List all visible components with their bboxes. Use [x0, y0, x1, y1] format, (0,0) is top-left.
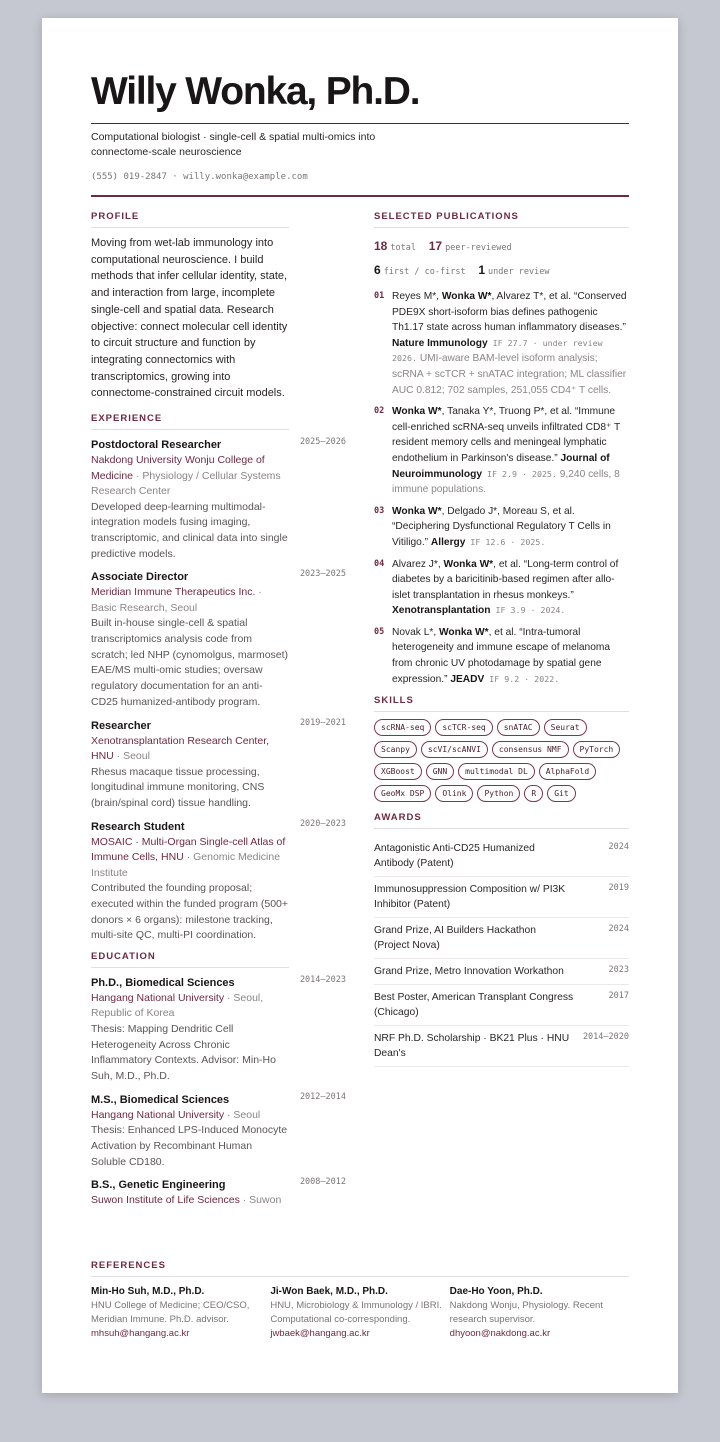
candidate-name: Willy Wonka, Ph.D.: [91, 70, 420, 113]
publication-entry: [374, 557, 629, 619]
publication-number: 03: [374, 505, 385, 516]
publication-citation: [392, 504, 629, 551]
stat-total-count: 18: [374, 239, 388, 253]
publication-title: , et al. “Intra-tumoral heterogeneity and immune escape of melanoma from chronic UV photodamage by spatial gene expression.”: [392, 626, 611, 685]
education-organization: [91, 1108, 289, 1124]
publication-list: [374, 289, 629, 687]
references-heading: REFERENCES: [91, 1260, 629, 1277]
publication-journal: Allergy: [430, 536, 466, 548]
stat-total-label: total: [390, 243, 416, 253]
education-dates: 2014–2023: [299, 974, 346, 985]
reference-email: jwbaek@hangang.ac.kr: [270, 1328, 370, 1339]
right-column: [374, 211, 629, 1067]
education-heading: EDUCATION: [91, 951, 289, 968]
education-description: Thesis: Mapping Dendritic Cell Heterogeneity Across Chronic Inflammatory Contexts. Advisor: Min-Ho Suh, M.D., Ph.D.: [91, 1022, 276, 1083]
reference-description: Nakdong Wonju, Physiology. Recent research supervisor.: [449, 1300, 603, 1325]
skill-chip: scVI/scANVI: [421, 741, 488, 758]
publication-journal: Nature Immunology: [392, 337, 488, 349]
experience-entry-header: [91, 819, 346, 835]
publication-number: 01: [374, 291, 385, 301]
publication-entry: [374, 625, 629, 687]
skill-chip: consensus NMF: [492, 741, 569, 758]
reference-name: Dae-Ho Yoon, Ph.D.: [449, 1286, 543, 1297]
publication-entry: [374, 504, 629, 551]
award-title: Immunosuppression Composition w/ PI3K Inhibitor (Patent): [374, 884, 566, 911]
publication-impact: IF 9.2 · 2022.: [484, 673, 560, 684]
publication-citation: [392, 289, 629, 398]
experience-location: · Genomic Medicine Institute: [91, 851, 281, 879]
skill-chip: multimodal DL: [458, 763, 535, 780]
award-entry: [374, 877, 629, 918]
education-entry-header: [91, 1092, 346, 1108]
skill-chip: R: [524, 785, 543, 802]
education-organization: [91, 1193, 289, 1209]
experience-org-name: MOSAIC · Multi-Organ Single-cell Atlas of Immune Cells, HNU: [91, 835, 286, 864]
experience-location: · Seoul: [113, 750, 150, 763]
experience-dates: 2020–2023: [299, 818, 346, 829]
publication-citation: [392, 625, 629, 687]
skill-chip: snATAC: [497, 719, 540, 736]
publication-title: , et al. “Long-term control of diabetes by a baricitinib-based regimen after allo-islet transplantation in rhesus monkeys.”: [392, 558, 619, 601]
skill-chip: scRNA-seq: [374, 719, 431, 736]
skill-chip: Scanpy: [374, 741, 417, 758]
award-entry: [374, 985, 629, 1026]
publication-impact: IF 2.9 · 2025.: [482, 468, 557, 479]
award-title: Grand Prize, Metro Innovation Workathon: [374, 966, 564, 978]
education-org-name: Hangang National University: [91, 1108, 225, 1121]
publication-stats: [374, 235, 629, 283]
publications-heading: SELECTED PUBLICATIONS: [374, 211, 629, 228]
award-title: Best Poster, American Transplant Congress (Chicago): [374, 992, 574, 1019]
education-list: [91, 974, 346, 1209]
experience-org-name: Nakdong University Wonju College of Medicine: [91, 454, 265, 482]
publication-entry: [374, 289, 629, 398]
experience-dates: 2025–2026: [299, 437, 346, 448]
experience-org-name: Meridian Immune Therapeutics Inc.: [91, 586, 256, 599]
experience-organization: [91, 585, 289, 616]
publication-journal: Xenotransplantation: [392, 605, 491, 617]
award-entry: [374, 1026, 629, 1067]
publication-self-author: Wonka W*: [392, 406, 442, 418]
experience-description: Rhesus macaque tissue processing, longitudinal immune monitoring, CNS (brain/spinal cord) tissue handling.: [91, 765, 265, 809]
reference-list: [91, 1284, 629, 1341]
publication-note: UMI-aware BAM-level isoform analysis; scRNA + scTCR + snATAC integration; ML classifier AUC 0.812; 702 samples, 251,055 CD4⁺ T cells.: [392, 353, 627, 396]
award-list: [374, 836, 629, 1067]
skill-chip: AlphaFold: [539, 763, 596, 780]
award-year: 2014–2020: [582, 1032, 629, 1043]
skill-chip: scTCR-seq: [435, 719, 492, 736]
stat-peer-label: peer-reviewed: [445, 243, 512, 253]
publication-impact: IF 27.7 · under review 2026.: [392, 337, 603, 364]
publication-impact: IF 3.9 · 2024.: [490, 605, 566, 616]
header-divider: [91, 123, 629, 124]
stat-first-count: 6: [374, 263, 381, 277]
education-location: · Suwon: [239, 1194, 282, 1207]
experience-role: Postdoctoral Researcher: [91, 439, 222, 452]
publication-entry: [374, 404, 629, 498]
experience-location: · Physiology / Cellular Systems Research Center: [91, 469, 281, 498]
left-column: [91, 211, 346, 1216]
stat-first-label: first / co-first: [383, 267, 466, 277]
skill-chip: Olink: [435, 785, 473, 802]
tagline: Computational biologist · single-cell & spatial multi-omics into connectome-scale neuroscience: [91, 131, 376, 158]
experience-role: Research Student: [91, 820, 185, 833]
publication-self-author: Wonka W*: [441, 291, 492, 302]
skill-chip: Python: [477, 785, 520, 802]
experience-role: Researcher: [91, 719, 151, 732]
skill-chip: PyTorch: [573, 741, 621, 758]
experience-location: · Basic Research, Seoul: [91, 586, 262, 614]
award-title: Grand Prize, AI Builders Hackathon (Project Nova): [374, 925, 536, 952]
award-year: 2017: [608, 991, 629, 1002]
publication-authors-before: Reyes M*,: [392, 291, 442, 302]
skill-chip: Seurat: [544, 719, 587, 736]
education-entry: [91, 974, 346, 1085]
publication-self-author: Wonka W*: [439, 626, 489, 638]
reference-entry: [91, 1284, 270, 1341]
reference-email: mhsuh@hangang.ac.kr: [91, 1328, 190, 1339]
education-location: · Seoul, Republic of Korea: [91, 991, 264, 1020]
education-org-name: Hangang National University: [91, 991, 225, 1004]
experience-description: Developed deep-learning multimodal-integration models fusing imaging, transcriptomic, and clinical data into single predictive models.: [91, 500, 288, 560]
header-accent-rule: [91, 195, 629, 197]
education-dates: 2008–2012: [299, 1177, 346, 1188]
education-org-name: Suwon Institute of Life Sciences: [91, 1194, 240, 1207]
stat-review-label: under review: [488, 267, 550, 277]
experience-entry-header: [91, 718, 346, 734]
skill-chip: Git: [547, 785, 575, 802]
education-organization: [91, 991, 289, 1022]
skill-chip: GNN: [426, 763, 454, 780]
reference-description: HNU, Microbiology & Immunology / IBRI. Computational co-corresponding.: [270, 1300, 442, 1325]
publication-journal: JEADV: [450, 673, 485, 685]
reference-description: HNU College of Medicine; CEO/CSO, Meridian Immune. Ph.D. advisor.: [91, 1300, 250, 1325]
experience-dates: 2019–2021: [299, 717, 346, 728]
publication-self-author: Wonka W*: [392, 505, 442, 517]
experience-entry: [91, 818, 346, 944]
resume-content: [91, 18, 629, 1393]
education-role: Ph.D., Biomedical Sciences: [91, 976, 235, 989]
publication-note: 9,240 cells, 8 immune populations.: [392, 468, 620, 496]
award-year: 2023: [608, 965, 629, 976]
reference-entry: [270, 1284, 449, 1341]
skill-chips: [374, 719, 629, 802]
publication-self-author: Wonka W*: [443, 558, 494, 570]
references-section: [91, 1260, 629, 1341]
experience-dates: 2023–2025: [299, 569, 346, 580]
experience-organization: [91, 835, 289, 882]
publication-number: 04: [374, 558, 385, 569]
award-title: NRF Ph.D. Scholarship · BK21 Plus · HNU Dean's: [374, 1033, 570, 1060]
award-year: 2024: [608, 924, 629, 935]
experience-description: Contributed the founding proposal; executed within the funded program (500+ donors × 6 organs): milestone tracking, multi-site QC, multi-PI coordination.: [91, 882, 289, 942]
publication-citation: [392, 557, 629, 619]
skills-heading: SKILLS: [374, 695, 629, 712]
profile-heading: PROFILE: [91, 211, 289, 228]
education-role: B.S., Genetic Engineering: [91, 1179, 226, 1192]
publication-authors-before: Novak L*,: [392, 626, 439, 638]
stat-review-count: 1: [478, 263, 486, 277]
reference-email: dhyoon@nakdong.ac.kr: [449, 1328, 551, 1339]
publication-citation: [392, 404, 629, 498]
education-dates: 2012–2014: [299, 1091, 346, 1102]
reference-name: Ji-Won Baek, M.D., Ph.D.: [270, 1286, 388, 1297]
award-title: Antagonistic Anti-CD25 Humanized Antibody (Patent): [374, 843, 535, 870]
education-entry-header: [91, 975, 346, 991]
publication-title: , Tanaka Y*, Truong P*, et al. “Immune cell-enriched scRNA-seq unveils infiltrated CD8⁺ T resident memory cells and meningeal lymphatic endothelium in Parkinson's disease.”: [392, 406, 621, 464]
publication-number: 05: [374, 626, 385, 637]
award-entry: [374, 918, 629, 959]
experience-entry-header: [91, 437, 346, 453]
experience-entry: [91, 569, 346, 710]
education-entry: [91, 1177, 346, 1209]
reference-name: Min-Ho Suh, M.D., Ph.D.: [91, 1286, 205, 1297]
publication-impact: IF 12.6 · 2025.: [465, 536, 546, 547]
experience-entry: [91, 437, 346, 562]
award-year: 2019: [608, 883, 629, 894]
skill-chip: GeoMx DSP: [374, 785, 431, 802]
award-year: 2024: [608, 842, 629, 853]
awards-heading: AWARDS: [374, 812, 629, 829]
experience-heading: EXPERIENCE: [91, 413, 289, 430]
publication-title: , Delgado J*, Moreau S, et al. “Deciphering Dysfunctional Regulatory T Cells in Vitiligo.”: [392, 505, 611, 548]
award-entry: [374, 959, 629, 985]
education-role: M.S., Biomedical Sciences: [91, 1093, 230, 1106]
resume-page: [42, 18, 678, 1393]
experience-description: Built in-house single-cell & spatial transcriptomics analysis code from scratch; led NHP (cynomolgus, marmoset) EAE/MS multi-omic studies; oversaw regulatory documentation for an anti-CD25 humanized-antibody program.: [91, 617, 289, 708]
experience-organization: [91, 453, 289, 500]
experience-organization: [91, 734, 289, 765]
experience-entry: [91, 717, 346, 812]
education-entry: [91, 1091, 346, 1171]
experience-role: Associate Director: [91, 571, 189, 584]
publication-authors-before: Alvarez J*,: [392, 558, 444, 570]
award-entry: [374, 836, 629, 877]
education-entry-header: [91, 1177, 346, 1193]
contact-line: (555) 019-2847 · willy.wonka@example.com: [91, 172, 308, 182]
education-description: Thesis: Enhanced LPS-Induced Monocyte Activation by Recombinant Human Soluble CD180.: [91, 1124, 288, 1168]
profile-text: Moving from wet-lab immunology into computational neuroscience. I build methods that infer cellular identity, state, and interaction from large, incomplete single-cell and spatial data. Research objective: connect molecular cell identity to circuit structure and function by integrating connectomics with transcriptomics, growing into connectome-constrained circuit models.: [91, 237, 288, 400]
publication-title: , Alvarez T*, et al. “Conserved PDE9X short-isoform bias defines pathogenic Th1.17 state across human inflammatory diseases.”: [392, 291, 627, 334]
skill-chip: XGBoost: [374, 763, 422, 780]
publication-number: 02: [374, 406, 385, 417]
publication-journal: Journal of Neuroimmunology: [392, 452, 610, 480]
experience-entry-header: [91, 569, 346, 585]
stat-peer-count: 17: [428, 239, 443, 253]
experience-org-name: Xenotransplantation Research Center, HNU: [91, 734, 270, 763]
education-location: · Seoul: [224, 1108, 261, 1121]
experience-list: [91, 437, 346, 944]
reference-entry: [450, 1284, 629, 1341]
